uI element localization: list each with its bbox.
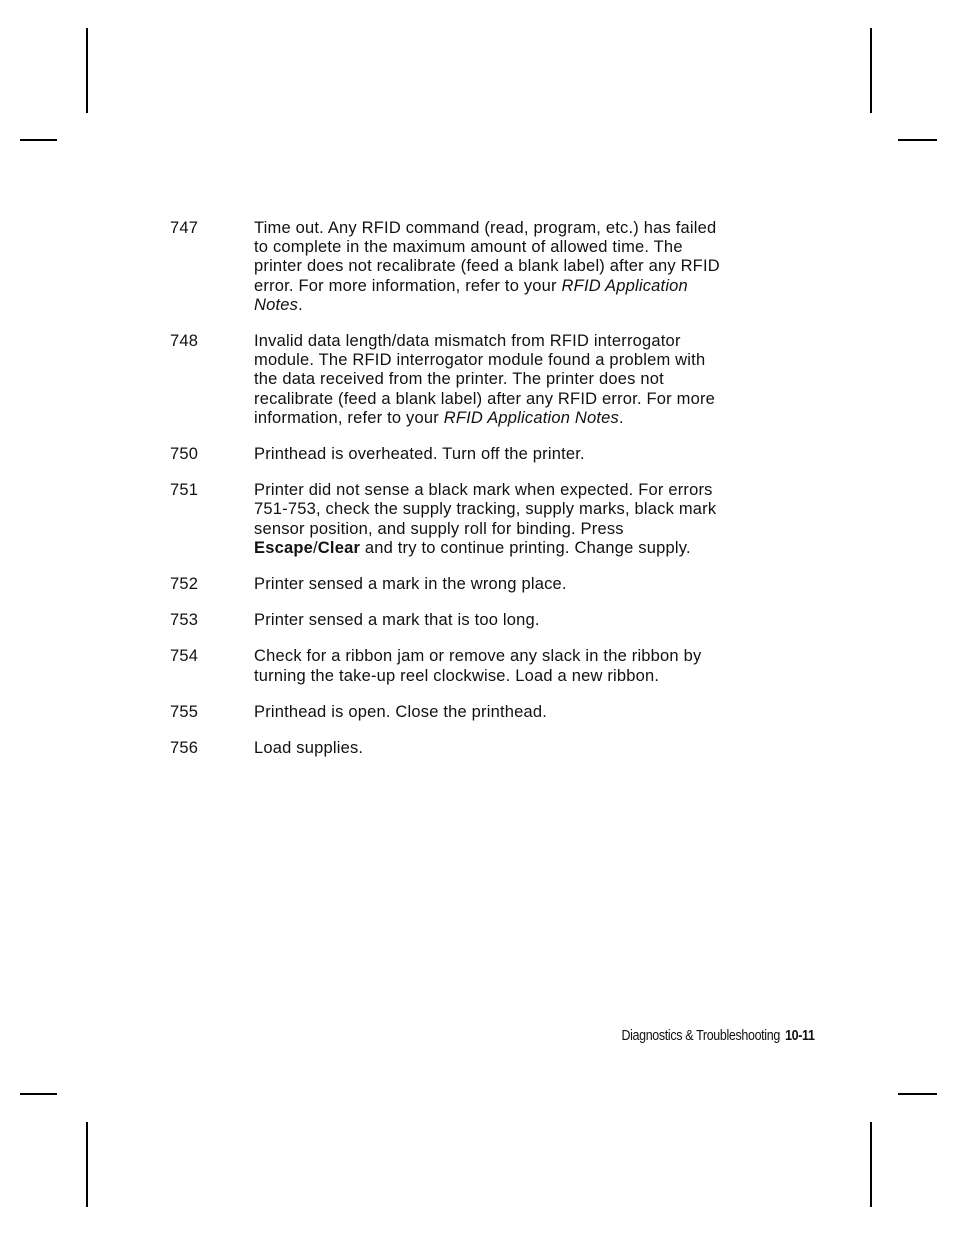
error-code: 753: [170, 611, 199, 630]
description-text: Printhead is overheated. Turn off the printer.: [254, 445, 585, 464]
error-description: [254, 703, 730, 722]
error-entry: [170, 703, 730, 722]
crop-mark-top-right-vertical: [870, 28, 872, 113]
crop-mark-top-left-horizontal: [20, 139, 57, 141]
crop-mark-bottom-right-vertical: [870, 1122, 872, 1207]
error-code: 752: [170, 575, 199, 594]
error-entry: [170, 647, 730, 685]
description-text: Printer did not sense a black mark when expected. For errors 751-753, check the supply tracking, supply marks, black mark sensor position, and supply roll for binding. Press: [254, 481, 717, 538]
description-text: Invalid data length/data mismatch from RFID interrogator module. The RFID interrogator module found a problem with the data received from the printer. The printer does not recalibrate (feed a blank label) after any RFID error. For more information, refer to your: [254, 332, 716, 427]
description-text: Printer sensed a mark that is too long.: [254, 611, 540, 630]
description-text: /: [313, 538, 318, 557]
error-description: [254, 647, 730, 685]
error-code: 755: [170, 702, 199, 721]
error-entry: [170, 445, 730, 464]
error-entry: [170, 611, 730, 630]
error-description: [254, 481, 730, 558]
footer-section-title: Diagnostics & Troubleshooting: [621, 1028, 781, 1044]
error-code: 751: [170, 481, 199, 500]
error-entry: [170, 575, 730, 594]
description-text: Time out. Any RFID command (read, program, etc.) has failed to complete in the maximum amount of allowed time. The printer does not recalibrate (feed a blank label) after any RFID error. For more information, refer to your: [254, 219, 720, 295]
description-text: Load supplies.: [254, 739, 364, 758]
crop-mark-bottom-left-horizontal: [20, 1093, 57, 1095]
error-code: 750: [170, 445, 199, 464]
error-description: [254, 575, 730, 594]
error-code: 747: [170, 219, 199, 237]
key-name: Clear: [317, 538, 361, 557]
error-description: [254, 219, 730, 315]
error-description: [254, 611, 730, 630]
document-title-reference: RFID Application Notes: [443, 408, 620, 427]
error-entry: [170, 332, 730, 428]
description-text: .: [298, 295, 303, 314]
footer-page-number: 10-11: [785, 1028, 815, 1044]
description-text: and try to continue printing. Change supply.: [360, 538, 691, 557]
error-description: [254, 332, 730, 428]
error-code: 754: [170, 647, 199, 666]
error-code-list: [170, 219, 730, 775]
error-description: [254, 445, 730, 464]
description-text: Check for a ribbon jam or remove any slack in the ribbon by turning the take-up reel clockwise. Load a new ribbon.: [254, 647, 702, 685]
error-entry: [170, 739, 730, 758]
crop-mark-bottom-left-vertical: [86, 1122, 88, 1207]
error-code: 756: [170, 739, 199, 758]
description-text: .: [619, 408, 624, 427]
error-code: 748: [170, 332, 199, 351]
page-footer: [622, 1028, 815, 1044]
description-text: Printhead is open. Close the printhead.: [254, 702, 548, 721]
crop-mark-top-right-horizontal: [898, 139, 937, 141]
document-title-reference: RFID Application Notes: [254, 276, 688, 314]
key-name: Escape: [254, 538, 313, 557]
description-text: Printer sensed a mark in the wrong place.: [254, 575, 567, 594]
crop-mark-bottom-right-horizontal: [898, 1093, 937, 1095]
error-entry: [170, 219, 730, 315]
error-description: [254, 739, 730, 758]
crop-mark-top-left-vertical: [86, 28, 88, 113]
error-entry: [170, 481, 730, 558]
